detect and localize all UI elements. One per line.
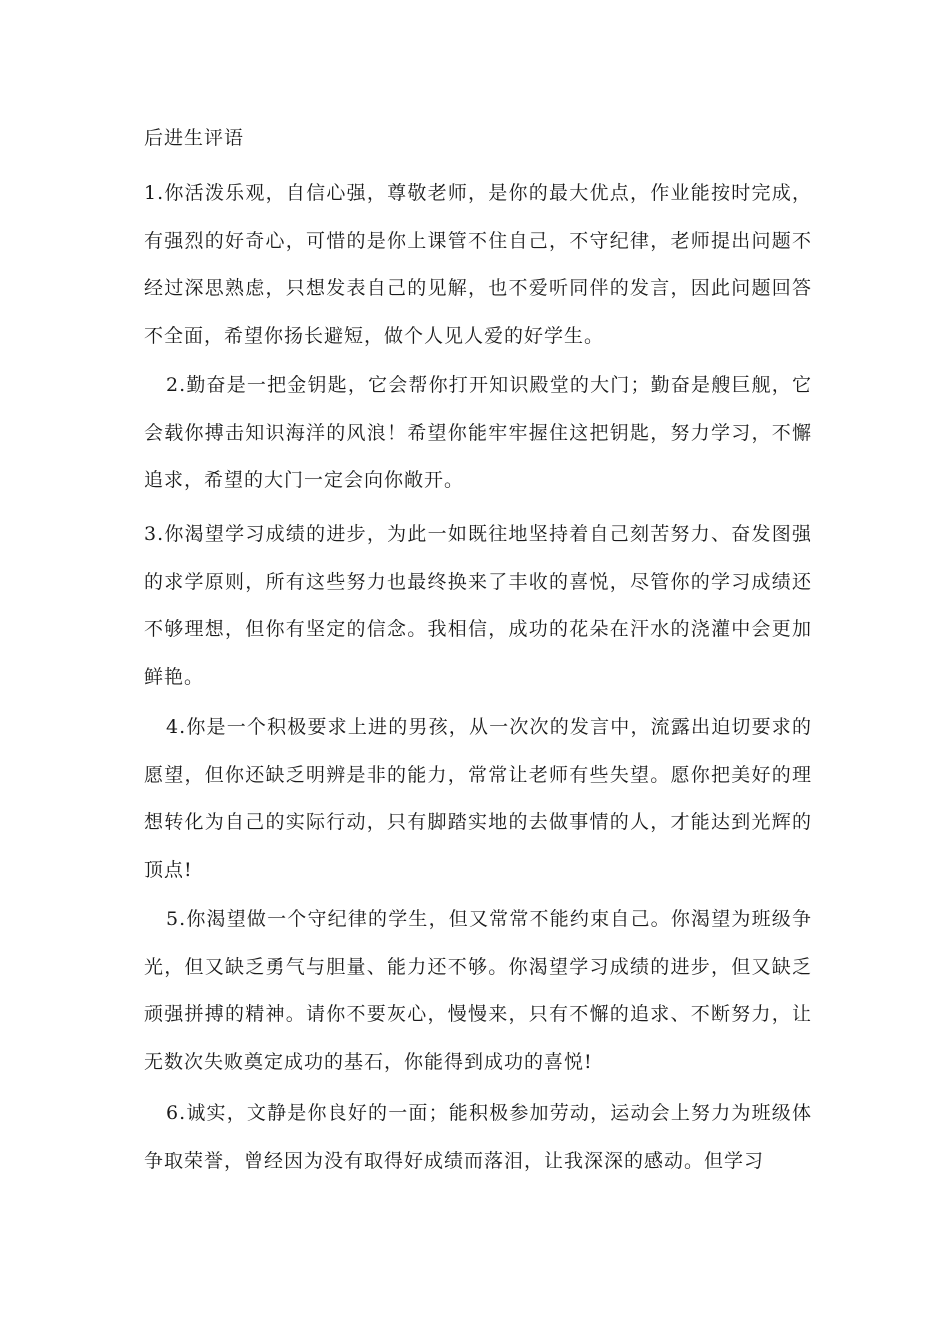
document-title: 后进生评语 [144,127,245,149]
paragraph-6: 6.诚实，文静是你良好的一面；能积极参加劳动，运动会上努力为班级体争取荣誉，曾经因为没有取得好成绩而落泪，让我深深的感动。但学习 [144,1102,812,1172]
paragraph-3: 3.你渴望学习成绩的进步，为此一如既往地坚持着自己刻苦努力、奋发图强的求学原则，所有这些努力也最终换来了丰收的喜悦，尽管你的学习成绩还不够理想，但你有坚定的信念。我相信，成功的花朵在汗水的浇灌中会更加鲜艳。 [144,523,812,688]
paragraph-2: 2.勤奋是一把金钥匙，它会帮你打开知识殿堂的大门；勤奋是艘巨舰，它会载你搏击知识海洋的风浪！希望你能牢牢握住这把钥匙，努力学习，不懈追求，希望的大门一定会向你敞开。 [144,374,812,491]
paragraph-5: 5.你渴望做一个守纪律的学生，但又常常不能约束自己。你渴望为班级争光，但又缺乏勇气与胆量、能力还不够。你渴望学习成绩的进步，但又缺乏顽强拼搏的精神。请你不要灰心，慢慢来，只有不懈的追求、不断努力，让无数次失败奠定成功的基石，你能得到成功的喜悦! [144,908,812,1073]
paragraph-4: 4.你是一个积极要求上进的男孩，从一次次的发言中，流露出迫切要求的愿望，但你还缺乏明辨是非的能力，常常让老师有些失望。愿你把美好的理想转化为自己的实际行动，只有脚踏实地的去做事情的人，才能达到光辉的顶点! [144,716,812,881]
paragraph-1: 1.你活泼乐观，自信心强，尊敬老师，是你的最大优点，作业能按时完成，有强烈的好奇心，可惜的是你上课管不住自己，不守纪律，老师提出问题不经过深思熟虑，只想发表自己的见解，也不爱听同伴的发言，因此问题回答不全面，希望你扬长避短，做个人见人爱的好学生。 [144,182,812,347]
